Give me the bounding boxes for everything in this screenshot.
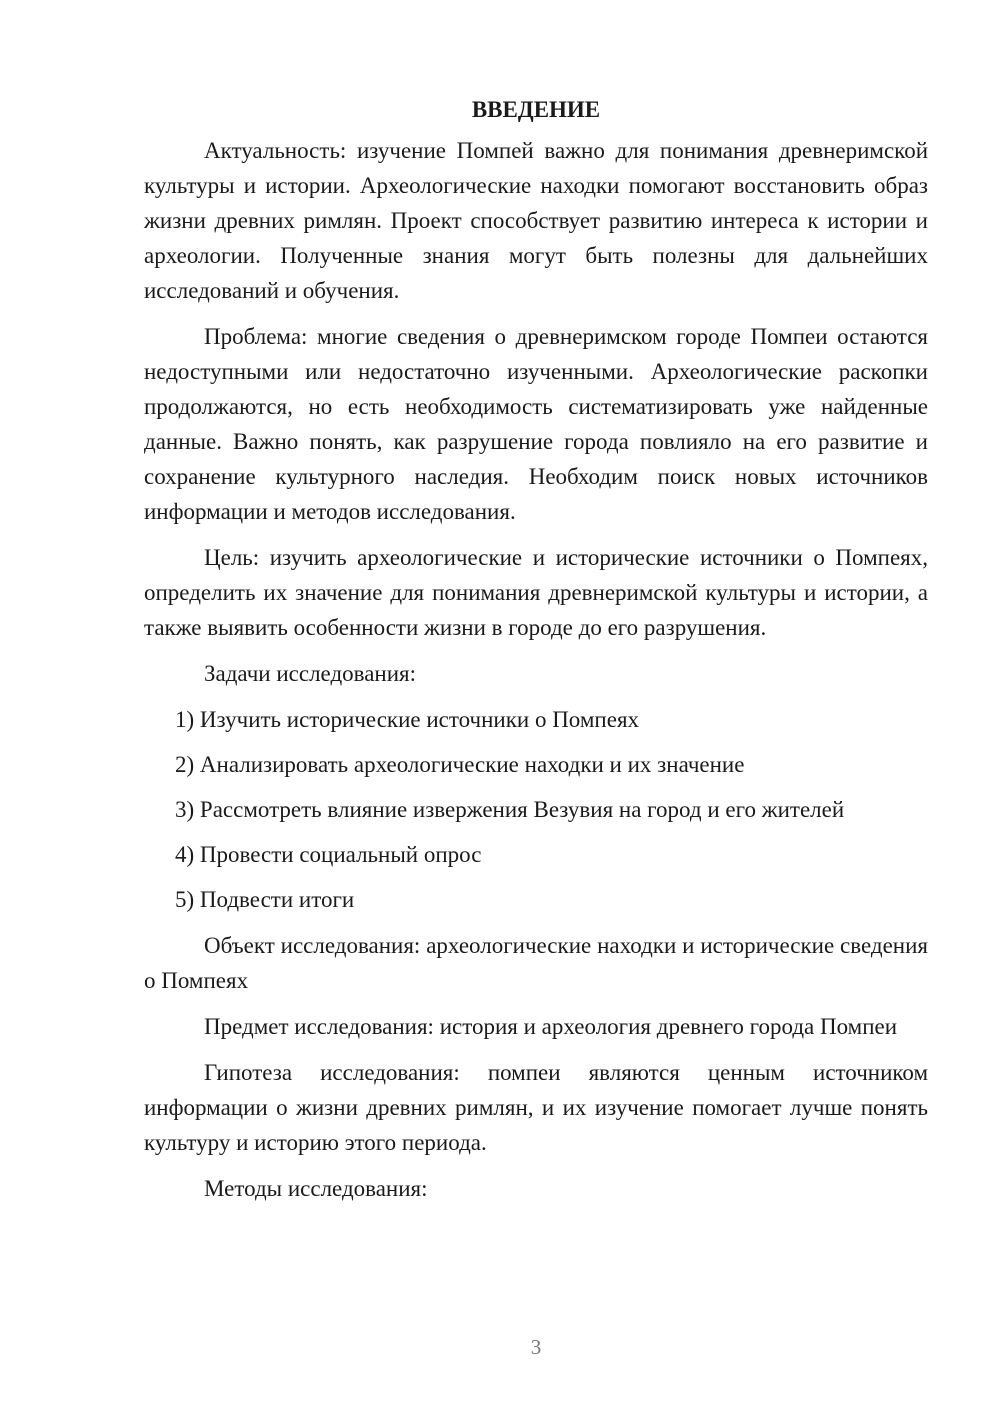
relevance-paragraph: Актуальность: изучение Помпей важно для понимания древнеримской культуры и истории. Археологические находки помогают восстановить образ жизни древних римлян. Проект способствует развитию интереса к истории и археологии. Полученные знания могут быть полезны для дальнейших исследований и обучения. <box>144 138 928 303</box>
tasks-heading: Задачи исследования: <box>204 661 417 686</box>
list-item: 3) Рассмотреть влияние извержения Везувия на город и его жителей <box>175 797 845 822</box>
methods-heading: Методы исследования: <box>204 1176 428 1201</box>
object-paragraph: Объект исследования: археологические находки и исторические сведения о Помпеях <box>144 933 928 993</box>
list-item: 5) Подвести итоги <box>175 887 355 912</box>
page-content <box>144 92 928 1217</box>
hypothesis-paragraph: Гипотеза исследования: помпеи являются ценным источником информации о жизни древних римлян, и их изучение помогает лучше понять культуру и историю этого периода. <box>144 1060 928 1155</box>
tasks-list <box>144 702 928 917</box>
list-item: 1) Изучить исторические источники о Помпеях <box>175 707 640 732</box>
goal-paragraph: Цель: изучить археологические и исторические источники о Помпеях, определить их значение для понимания древнеримской культуры и истории, а также выявить особенности жизни в городе до его разрушения. <box>144 545 928 640</box>
subject-paragraph: Предмет исследования: история и археология древнего города Помпеи <box>204 1014 898 1039</box>
list-item: 2) Анализировать археологические находки и их значение <box>175 752 745 777</box>
page-title: ВВЕДЕНИЕ <box>471 97 601 122</box>
problem-paragraph: Проблема: многие сведения о древнеримском городе Помпеи остаются недоступными или недостаточно изученными. Археологические раскопки продолжаются, но есть необходимость систематизировать уже найденные данные. Важно понять, как разрушение города повлияло на его развитие и сохранение культурного наследия. Необходим поиск новых источников информации и методов исследования. <box>144 324 928 524</box>
list-item: 4) Провести социальный опрос <box>175 842 482 867</box>
page-number: 3 <box>530 1335 542 1359</box>
